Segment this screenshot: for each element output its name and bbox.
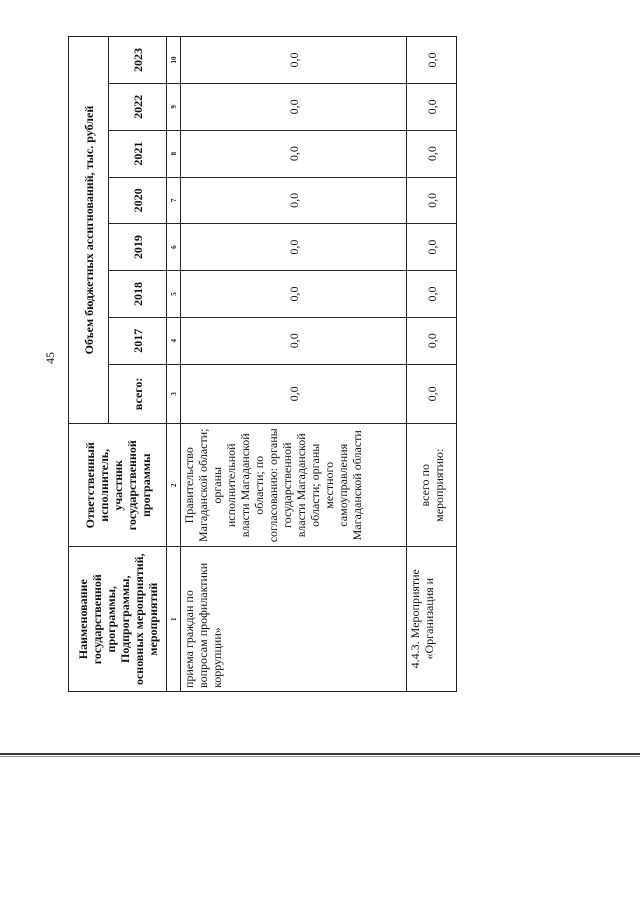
column-number: 7	[167, 177, 181, 224]
column-number: 1	[167, 547, 181, 692]
header-total: всего:	[109, 364, 167, 424]
header-year-2023: 2023	[109, 37, 167, 84]
value-2019: 0,0	[181, 224, 407, 271]
value-total: 0,0	[407, 364, 457, 424]
header-name: Наименование государственной программы, Подпрограммы, основных мероприятий, мероприятий	[69, 547, 167, 692]
value-2018: 0,0	[407, 271, 457, 318]
table-row	[407, 37, 457, 692]
column-number: 5	[167, 271, 181, 318]
page-number: 45	[43, 352, 57, 364]
value-2019: 0,0	[407, 224, 457, 271]
value-2020: 0,0	[407, 177, 457, 224]
header-year-2019: 2019	[109, 224, 167, 271]
column-number: 8	[167, 130, 181, 177]
header-row-group	[69, 37, 109, 692]
value-2017: 0,0	[181, 317, 407, 364]
row-executor: Правительство Магаданской области; органы исполнительной власти Магаданской области; по согласованию: органы государственной власти Магаданской области; органы местного самоуправления Магаданской области	[181, 424, 407, 547]
value-2021: 0,0	[407, 130, 457, 177]
rotated-page-content	[68, 36, 456, 692]
page-divider-shadow	[0, 756, 640, 757]
header-year-2018: 2018	[109, 271, 167, 318]
column-number: 10	[167, 37, 181, 84]
value-2017: 0,0	[407, 317, 457, 364]
column-number-row	[167, 37, 181, 692]
row-name: приема граждан по вопросам профилактики коррупции»	[181, 547, 407, 692]
column-number: 9	[167, 83, 181, 130]
row-executor: всего по мероприятию:	[407, 424, 457, 547]
column-number: 6	[167, 224, 181, 271]
header-budget-group: Объем бюджетных ассигнований, тыс. рублей	[69, 37, 109, 424]
value-2020: 0,0	[181, 177, 407, 224]
table-row	[181, 37, 407, 692]
header-year-2020: 2020	[109, 177, 167, 224]
budget-table	[68, 36, 457, 692]
header-year-2021: 2021	[109, 130, 167, 177]
value-2022: 0,0	[407, 83, 457, 130]
value-2023: 0,0	[181, 37, 407, 84]
value-2022: 0,0	[181, 83, 407, 130]
column-number: 4	[167, 317, 181, 364]
header-year-2017: 2017	[109, 317, 167, 364]
column-number: 2	[167, 424, 181, 547]
column-number: 3	[167, 364, 181, 424]
value-total: 0,0	[181, 364, 407, 424]
value-2018: 0,0	[181, 271, 407, 318]
header-year-2022: 2022	[109, 83, 167, 130]
header-executor: Ответственный исполнитель, участник государственной программы	[69, 424, 167, 547]
value-2023: 0,0	[407, 37, 457, 84]
row-name: 4.4.3. Мероприятие «Организация и	[407, 547, 457, 692]
page-divider-line	[0, 753, 640, 755]
value-2021: 0,0	[181, 130, 407, 177]
